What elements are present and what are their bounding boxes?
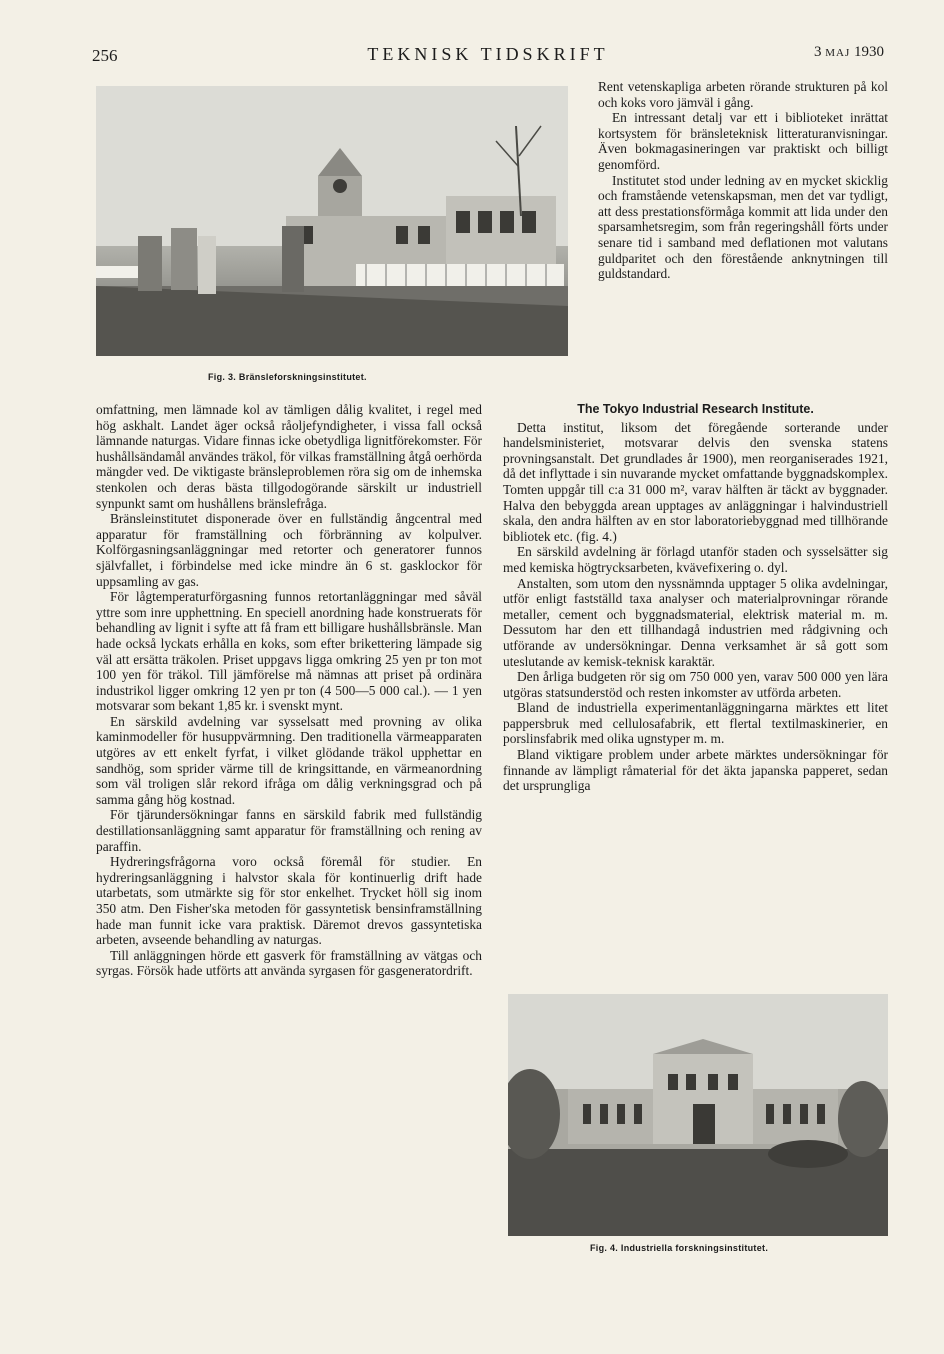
paragraph: omfattning, men lämnade kol av tämligen dålig kvalitet, i regel med hög askhalt. Landet äger också råoljefyndigheter, i vissa fall också lämnande naturgas. Vidare finnas icke obetydliga lignitförekomster. För hushållsändamål användes träkol, för vilkas framställning åtgå oerhörda mängder ved. De viktigaste bränsleproblemen röra sig om de inhemska stenkolen och deras bästa tillgodogörande särskilt ur industriell synpunkt samt om hushållens bränslefråga. [96,402,482,511]
paragraph: Bland de industriella experimentanläggningarna märktes ett litet pappersbruk med cellulosafabrik, ett flertal textilmaskinerier, en porslinsfabrik med olika ugnstyper m. m. [503,700,888,747]
page-header [92,40,884,70]
right-top-text [598,79,888,282]
paragraph: Institutet stod under ledning av en mycket skicklig och framstående vetenskapsman, men det var tydligt, att dess prestationsförmåga kommit att lida under den sparsamhetsregim, som från regeringshåll förts under senare tid i samband med deflationen mot valutans guldparitet och den förestående anknytningen till guldstandard. [598,172,888,282]
paragraph: För tjärundersökningar fanns en särskild fabrik med fullständig destillationsanläggning samt apparatur för framställning och rening av paraffin. [96,807,482,854]
paragraph: För lågtemperaturförgasning funnos retortanläggningar med såväl yttre som inre upphettning. En speciell anordning hade konstruerats för behandling av lignit i syfte att få fram ett billigare hushållsbränsle. Man hade också lyckats erhålla en koks, som efter brikettering lämpade sig väl att ersätta träkolen. Priset uppgavs ligga omkring 25 yen pr ton mot 100 yen för träkol. Till jämförelse må nämnas att priset på ordinära industrikol ligger omkring 12 yen pr ton (4 500—5 000 cal.). — 1 yen motsvarar som bekant 1,85 kr. i svenskt mynt. [96,589,482,714]
fuel-institute-photo [96,86,568,356]
industrial-institute-photo [508,994,888,1236]
paragraph: Bränsleinstitutet disponerade över en fullständig ångcentral med apparatur för framställning och förbränning av kolpulver. Kolförgasningsanläggningar med retorter och generatorer funnos självfallet, i förbindelse med icke mindre än 6 st. gasklockor för uppsamling av gas. [96,511,482,589]
paragraph: Anstalten, som utom den nyssnämnda upptager 5 olika avdelningar, utför enligt fastställd taxa analyser och materialprovningar rörande metaller, cement och byggnadsmaterial, elektrisk material m. m. Dessutom har den ett tillhandagå industrien med rådgivning och utförande av undersökningar. Denna verksamhet är så gott som uteslutande av kemisk-teknisk karaktär. [503,575,888,669]
paragraph: En särskild avdelning var sysselsatt med provning av olika kaminmodeller för husuppvärmning. Den traditionella värmeapparaten utgöres av ett enkelt fyrfat, i vilket glödande träkol upphettar en sandhög, som sprider värme till de kringsittande, en värmeanordning som väl troligen slår rekord ifråga om dålig verkningsgrad och på samma gång hög kostnad. [96,713,482,807]
fuel-institute-illustration [96,86,568,356]
issue-date: 3 MAJ 1930 [813,44,884,60]
figure-4 [508,994,888,1256]
figure-4-caption: Fig. 4. Industriella forskningsinstitutet. [590,1243,769,1253]
paragraph: En särskild avdelning är förlagd utanför staden och sysselsätter sig med kemiska högtrycksarbeten, kvävefixering o. dyl. [503,544,888,575]
paragraph: Till anläggningen hörde ett gasverk för framställning av vätgas och syrgas. Försök hade utförts att använda syrgasen för gasgeneratordrift. [96,947,482,979]
journal-title: TEKNISK TIDSKRIFT [367,44,609,64]
figure-3 [96,86,570,386]
figure-3-caption: Fig. 3. Bränsleforskningsinstitutet. [208,372,367,382]
paragraph: Hydreringsfrågorna voro också föremål för studier. En hydreringsanläggning i halvstor skala för kontinuerlig drift hade utarbetats, som utmärkte sig för stor enkelhet. Trycket höll sig inom 350 atm. Den Fisher'ska metoden för gassyntetisk bensinframställning hade man funnit icke vara praktisk. Däremot drevos gassyntetiska arbeten, avseende behandling av naturgas. [96,854,482,948]
paragraph: Bland viktigare problem under arbete märktes undersökningar för finnande av lämpligt råmaterial för det äkta japanska papperet, sedan det ursprungliga [503,747,888,794]
right-column-text [503,402,888,794]
section-title: The Tokyo Industrial Research Institute. [577,402,814,416]
left-column-text [96,402,482,979]
industrial-institute-illustration [508,994,888,1236]
paragraph: Rent vetenskapliga arbeten rörande strukturen på kol och koks voro jämväl i gång. [598,79,888,110]
paragraph: Detta institut, liksom det föregående sorterande under handelsministeriet, motsvarar delvis den svenska statens provningsanstalt. Det grundlades år 1900), men reorganiserades 1921, då det inflyttade i sin nuvarande mycket omfattande byggnadskomplex. Tomten uppgår till c:a 31 000 m², varav hälften är täckt av byggnader. Halva den bebyggda arean upptages av anläggningar i halvindustriell skala, den andra hälften av en stor laboratoriebyggnad med tillhörande bibliotek etc. (fig. 4.) [503,419,888,544]
paragraph: Den årliga budgeten rör sig om 750 000 yen, varav 500 000 yen lära utgöras statsunderstöd och resten inkomster av utförda arbeten. [503,669,888,700]
paragraph: En intressant detalj var ett i biblioteket inrättat kortsystem för bränsleteknisk litteraturanvisningar. Även bokmagasineringen var praktiskt och billigt genomförd. [598,110,888,172]
page-number: 256 [92,46,118,65]
